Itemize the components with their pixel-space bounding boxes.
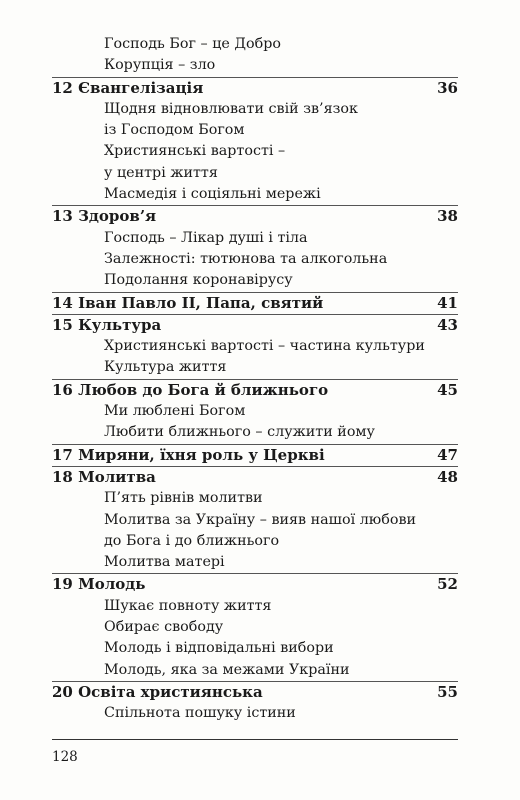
section-page-number: 41 [437,293,458,312]
section-page-number: 47 [437,445,458,464]
section-title: 15 Культура [52,315,162,334]
toc-section [52,573,458,595]
toc-subentry [52,401,458,422]
subentry-text: Корупція – зло [104,57,216,74]
section-page-number: 45 [437,380,458,399]
section-page-number: 52 [437,575,458,594]
subentry-text: Залежності: тютюнова та алкогольна [104,250,388,267]
section-page-number: 43 [437,315,458,334]
toc-subentry [52,531,458,552]
subentry-text: Християнські вартості – частина культури [104,338,425,355]
subentry-text: Християнські вартості – [104,143,286,160]
toc-subentry [52,228,458,249]
toc-subentry [52,184,458,205]
toc-section [52,77,458,99]
section-page-number: 38 [437,207,458,226]
toc-subentry [52,596,458,617]
toc-subentry [52,336,458,357]
toc-subentry [52,660,458,681]
subentry-text: Молитва за Україну – вияв нашої любови [104,511,417,528]
toc-section [52,379,458,401]
subentry-text: Господь Бог – це Добро [104,36,281,52]
toc-subentry [52,617,458,638]
subentry-text: Культура життя [104,359,227,376]
toc-subentry [52,510,458,531]
toc-subentry [52,357,458,378]
section-page-number: 36 [437,78,458,97]
subentry-text: Молитва матері [104,554,225,571]
toc-subentry [52,249,458,270]
section-title: 16 Любов до Бога й ближнього [52,380,329,399]
section-title: 18 Молитва [52,467,156,486]
subentry-text: Молодь, яка за межами України [104,661,350,678]
toc-section [52,444,458,466]
subentry-text: у центрі життя [104,164,218,181]
section-page-number: 55 [437,682,458,701]
section-page-number: 48 [437,467,458,486]
toc-subentry [52,141,458,162]
subentry-text: П’ять рівнів молитви [104,490,263,507]
subentry-text: Любити ближнього – служити йому [104,424,375,441]
subentry-text: Ми люблені Богом [104,403,246,420]
toc-subentry [52,55,458,76]
subentry-text: із Господом Богом [104,122,245,139]
subentry-text: Щодня відновлювати свій зв’язок [104,100,358,117]
section-title: 19 Молодь [52,575,146,594]
subentry-text: до Бога і до ближнього [104,532,280,549]
toc-subentry [52,120,458,141]
page-number: 128 [52,749,78,765]
subentry-text: Господь – Лікар душі і тіла [104,229,308,246]
toc-section [52,466,458,488]
toc-section [52,292,458,314]
subentry-text: Спільнота пошуку істини [104,705,296,722]
toc-subentry [52,638,458,659]
section-title: 13 Здоров’я [52,207,157,226]
toc-subentry [52,163,458,184]
subentry-text: Подолання коронавірусу [104,272,293,289]
toc-section [52,681,458,703]
toc-subentry [52,488,458,509]
footer-rule [52,739,458,740]
section-title: 20 Освіта християнська [52,682,263,701]
subentry-text: Шукає повноту життя [104,597,272,614]
section-title: 12 Євангелізація [52,78,204,97]
table-of-contents [52,34,458,725]
subentry-text: Обирає свободу [104,619,224,636]
section-title: 17 Миряни, їхня роль у Церкві [52,445,325,464]
toc-subentry [52,99,458,120]
toc-subentry [52,34,458,55]
subentry-text: Масмедія і соціяльні мережі [104,186,321,203]
section-title: 14 Іван Павло ІІ, Папа, святий [52,293,324,312]
toc-subentry [52,703,458,724]
toc-section [52,205,458,227]
subentry-text: Молодь і відповідальні вибори [104,640,334,657]
toc-subentry [52,422,458,443]
toc-section [52,314,458,336]
toc-subentry [52,552,458,573]
toc-subentry [52,270,458,291]
